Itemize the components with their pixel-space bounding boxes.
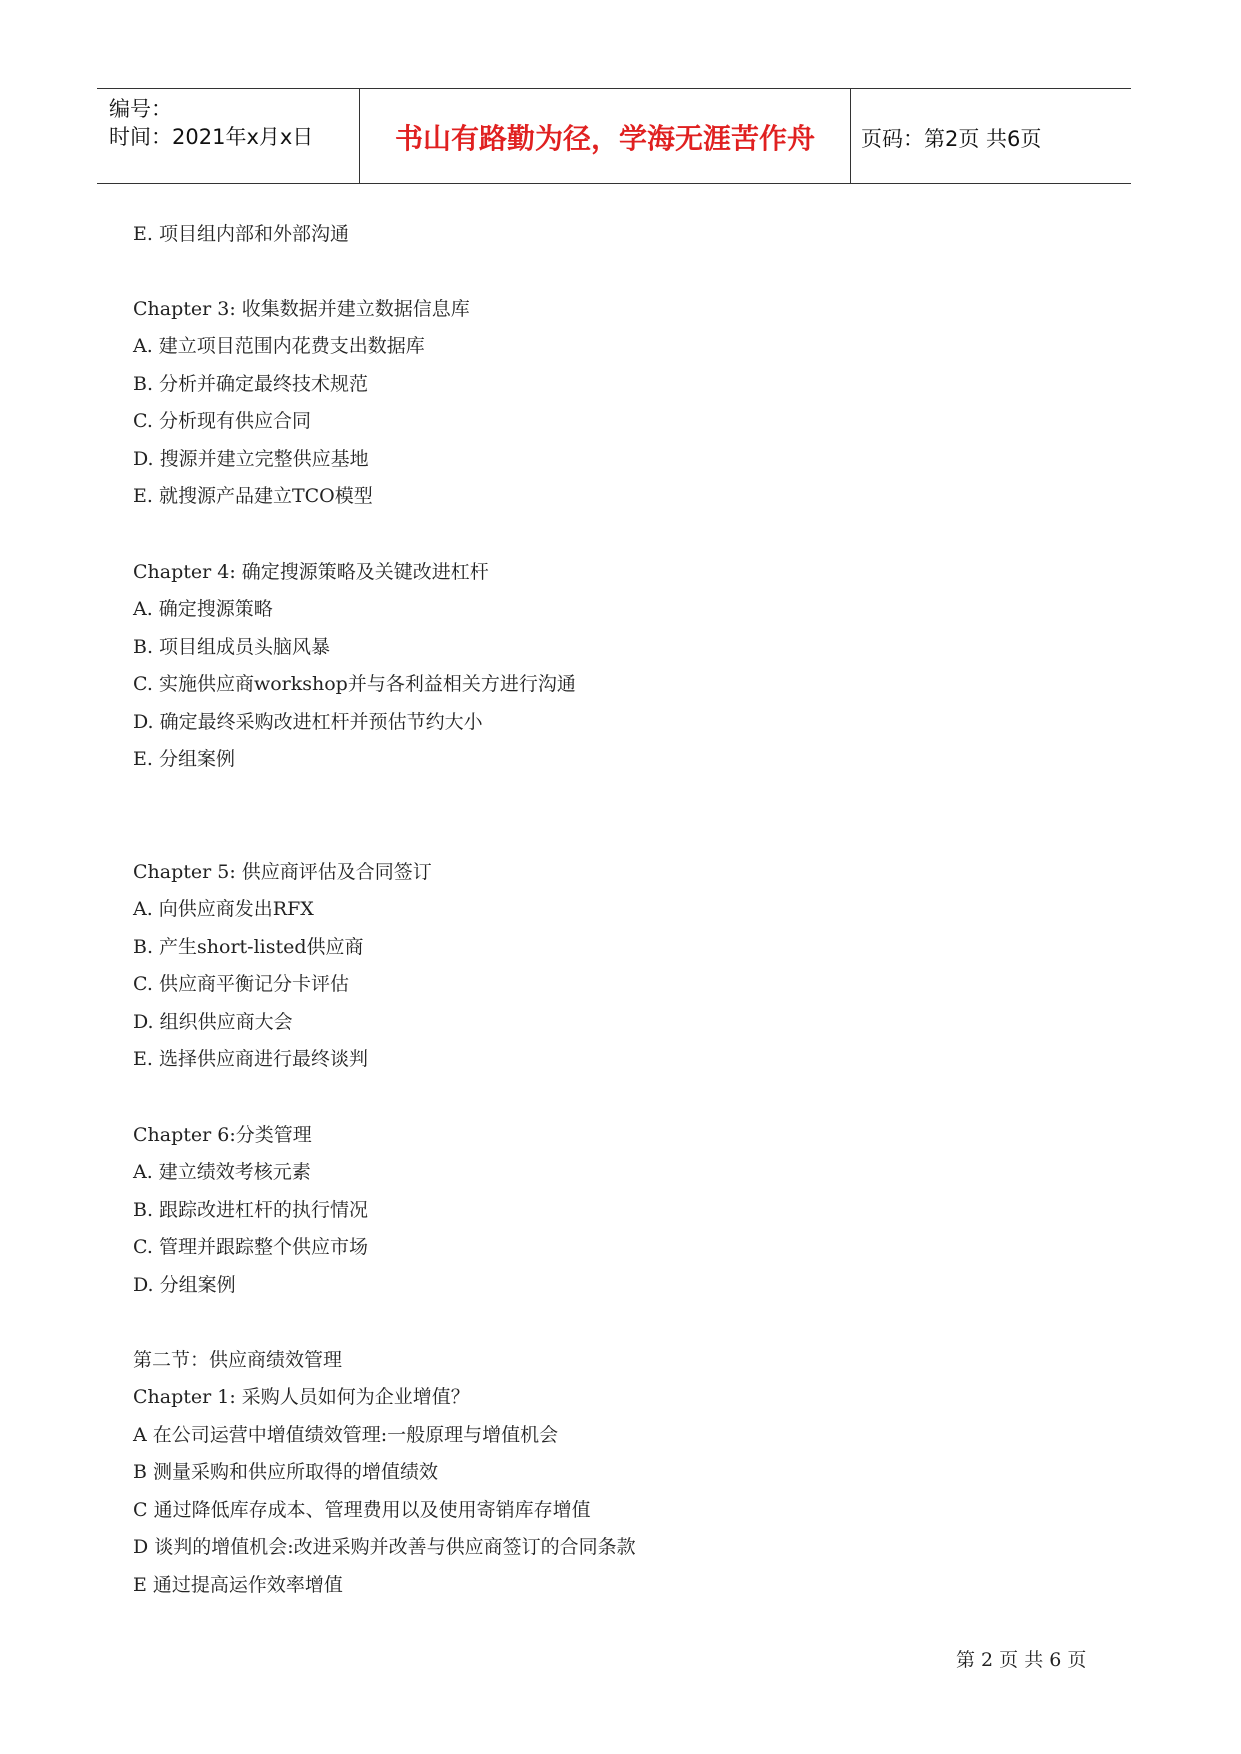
list-item: D. 组织供应商大会 [133, 1011, 293, 1033]
section-heading: 第二节：供应商绩效管理 [133, 1349, 343, 1371]
header-meta-cell [97, 89, 359, 183]
list-item: A. 建立项目范围内花费支出数据库 [133, 335, 425, 357]
chapter-heading: Chapter 4: 确定搜源策略及关键改进杠杆 [133, 561, 489, 583]
header-page-info: 页码：第2页 共6页 [861, 127, 1042, 151]
list-item: E. 项目组内部和外部沟通 [133, 223, 349, 245]
chapter-heading: Chapter 6:分类管理 [133, 1124, 312, 1146]
list-item: B. 产生short-listed供应商 [133, 936, 364, 958]
list-item: A. 确定搜源策略 [133, 598, 273, 620]
list-item: B. 跟踪改进杠杆的执行情况 [133, 1199, 369, 1221]
list-item: C 通过降低库存成本、管理费用以及使用寄销库存增值 [133, 1499, 591, 1521]
document-date: 时间：2021年x月x日 [109, 125, 314, 149]
list-item: A. 建立绩效考核元素 [133, 1161, 311, 1183]
document-number-label: 编号： [109, 97, 172, 121]
list-item: E 通过提高运作效率增值 [133, 1574, 343, 1596]
motto-text: 书山有路勤为径，学海无涯苦作舟 [394, 122, 815, 155]
list-item: D. 搜源并建立完整供应基地 [133, 448, 369, 470]
list-item: B. 分析并确定最终技术规范 [133, 373, 369, 395]
list-item: E. 就搜源产品建立TCO模型 [133, 485, 373, 507]
list-item: D. 分组案例 [133, 1274, 236, 1296]
header-page-cell [849, 89, 1131, 183]
list-item: C. 管理并跟踪整个供应市场 [133, 1236, 368, 1258]
list-item: B. 项目组成员头脑风暴 [133, 636, 331, 658]
list-item: C. 实施供应商workshop并与各利益相关方进行沟通 [133, 673, 576, 695]
page-footer: 第 2 页 共 6 页 [956, 1649, 1087, 1671]
list-item: E. 分组案例 [133, 748, 235, 770]
chapter-heading: Chapter 5: 供应商评估及合同签订 [133, 861, 432, 883]
list-item: D 谈判的增值机会:改进采购并改善与供应商签订的合同条款 [133, 1536, 636, 1558]
list-item: A. 向供应商发出RFX [133, 898, 314, 920]
list-item: A 在公司运营中增值绩效管理:一般原理与增值机会 [133, 1424, 559, 1446]
page-header [97, 88, 1131, 184]
chapter-heading: Chapter 3: 收集数据并建立数据信息库 [133, 298, 470, 320]
list-item: D. 确定最终采购改进杠杆并预估节约大小 [133, 711, 483, 733]
header-motto-cell [359, 89, 851, 183]
list-item: C. 分析现有供应合同 [133, 410, 311, 432]
list-item: B 测量采购和供应所取得的增值绩效 [133, 1461, 439, 1483]
chapter-heading: Chapter 1: 采购人员如何为企业增值？ [133, 1386, 470, 1408]
list-item: C. 供应商平衡记分卡评估 [133, 973, 349, 995]
list-item: E. 选择供应商进行最终谈判 [133, 1048, 368, 1070]
